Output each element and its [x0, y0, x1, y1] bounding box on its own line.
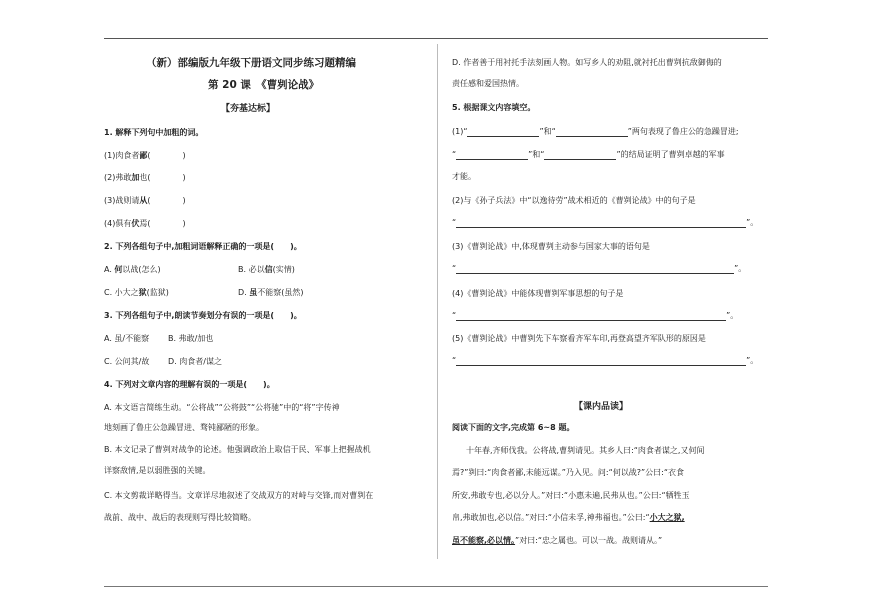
- blank-line[interactable]: [544, 159, 616, 160]
- question-4-stem: 4. 下列对文章内容的理解有误的一项是( )。: [104, 380, 275, 389]
- passage-line: 帛,弗敢加也,必以信。”对曰:“小信未孚,神弗福也。”公曰:“小大之狱,: [452, 513, 685, 522]
- lesson-title: 第 20 课 《曹刿论战》: [208, 79, 320, 91]
- blank-line[interactable]: [467, 136, 539, 137]
- question-4-option-d-line: 责任感和爱国热情。: [452, 79, 524, 88]
- column-divider: [437, 44, 438, 559]
- question-2-option-c: C. 小大之狱(监狱): [104, 288, 169, 297]
- question-1-item: (3)战则请从( ): [104, 196, 186, 205]
- question-5-item-2-answer: “ ”。: [452, 218, 759, 227]
- header-rule: [104, 38, 768, 39]
- question-3-stem: 3. 下列各组句子中,朗读节奏划分有误的一项是( )。: [104, 311, 302, 320]
- question-5-stem: 5. 根据课文内容填空。: [452, 103, 536, 112]
- question-5-item-1: (1)“ ”和“ ”两句表现了鲁庄公的急躁冒进;: [452, 127, 739, 136]
- question-1-item: (4)俱有伏焉( ): [104, 219, 186, 228]
- footer-rule: [104, 586, 768, 587]
- question-5-item-2: (2)与《孙子兵法》中“以逸待劳”战术相近的《曹刿论战》中的句子是: [452, 196, 696, 205]
- question-4-option-d-line: D. 作者善于用衬托手法刻画人物。如写乡人的劝阻,就衬托出曹刿抗敌御侮的: [452, 58, 722, 67]
- question-1-stem: 1. 解释下列句中加粗的词。: [104, 128, 204, 137]
- blank-line[interactable]: [556, 136, 628, 137]
- question-5-item-3: (3)《曹刿论战》中,体现曹刿主动参与国家大事的语句是: [452, 242, 650, 251]
- question-5-item-5-answer: “ ”。: [452, 356, 759, 365]
- passage-line: 虽不能察,必以情。”对曰:“忠之属也。可以一战。战则请从。”: [452, 536, 663, 545]
- question-4-line: B. 本文记录了曹刿对战争的论述。他强调政治上取信于民、军事上把握战机: [104, 445, 371, 454]
- question-5-item-3-answer: “ ”。: [452, 264, 747, 273]
- question-4-line: C. 本文剪裁详略得当。文章详尽地叙述了交战双方的对峙与交锋,而对曹刿在: [104, 491, 374, 500]
- question-3-option-d: D. 肉食者/谋之: [168, 357, 222, 366]
- question-3-option-a: A. 虽/不能察: [104, 334, 150, 343]
- answer-line[interactable]: [456, 273, 734, 274]
- section-heading-basics: 【夯基达标】: [221, 104, 276, 114]
- question-5-item-5: (5)《曹刿论战》中曹刿先下车察看齐军车印,再登高望齐军队形的原因是: [452, 334, 706, 343]
- question-4-line: 详察敌情,是以弱胜强的关键。: [104, 466, 211, 475]
- question-5-item-4: (4)《曹刿论战》中能体现曹刿军事思想的句子是: [452, 289, 624, 298]
- blank-line[interactable]: [456, 159, 528, 160]
- question-2-option-d: D. 虽不能察(虽然): [238, 288, 304, 297]
- question-5-item-1-cont: “ ”和“ ”的结局证明了曹刿卓越的军事: [452, 150, 725, 159]
- question-5-item-4-answer: “ ”。: [452, 311, 739, 320]
- question-5-item-1-end: 才能。: [452, 172, 476, 181]
- question-2-option-b: B. 必以信(实情): [238, 265, 295, 274]
- question-2-stem: 2. 下列各组句子中,加粗词语解释正确的一项是( )。: [104, 242, 302, 251]
- question-4-line: A. 本文语言简练生动。“公将战”“公将鼓”“公将驰”中的“将”字传神: [104, 403, 340, 412]
- question-1-item: (1)肉食者鄙( ): [104, 151, 186, 160]
- passage-line: 所安,弗敢专也,必以分人。”对曰:“小惠未遍,民弗从也。”公曰:“牺牲玉: [452, 491, 690, 500]
- question-3-option-b: B. 弗敢/加也: [168, 334, 214, 343]
- question-2-option-a: A. 何以战(怎么): [104, 265, 161, 274]
- section-heading-reading: 【课内品读】: [574, 402, 629, 412]
- answer-line[interactable]: [456, 320, 726, 321]
- passage-line: 十年春,齐师伐我。公将战,曹刿请见。其乡人曰:“肉食者谋之,又何间: [466, 446, 705, 455]
- answer-line[interactable]: [456, 227, 746, 228]
- question-1-item: (2)弗敢加也( ): [104, 173, 186, 182]
- question-4-line: 战前、战中、战后的表现则写得比较简略。: [104, 513, 256, 522]
- question-3-option-c: C. 公问其/故: [104, 357, 150, 366]
- document-title: （新）部编版九年级下册语文同步练习题精编: [146, 57, 356, 69]
- answer-line[interactable]: [456, 365, 746, 366]
- reading-instructions: 阅读下面的文字,完成第 6~8 题。: [452, 423, 575, 432]
- passage-line: 焉?”刿曰:“肉食者鄙,未能远谋。”乃入见。问:“何以战?”公曰:“衣食: [452, 468, 684, 477]
- question-4-line: 地刻画了鲁庄公急躁冒进、骛钝鄙陋的形象。: [104, 423, 264, 432]
